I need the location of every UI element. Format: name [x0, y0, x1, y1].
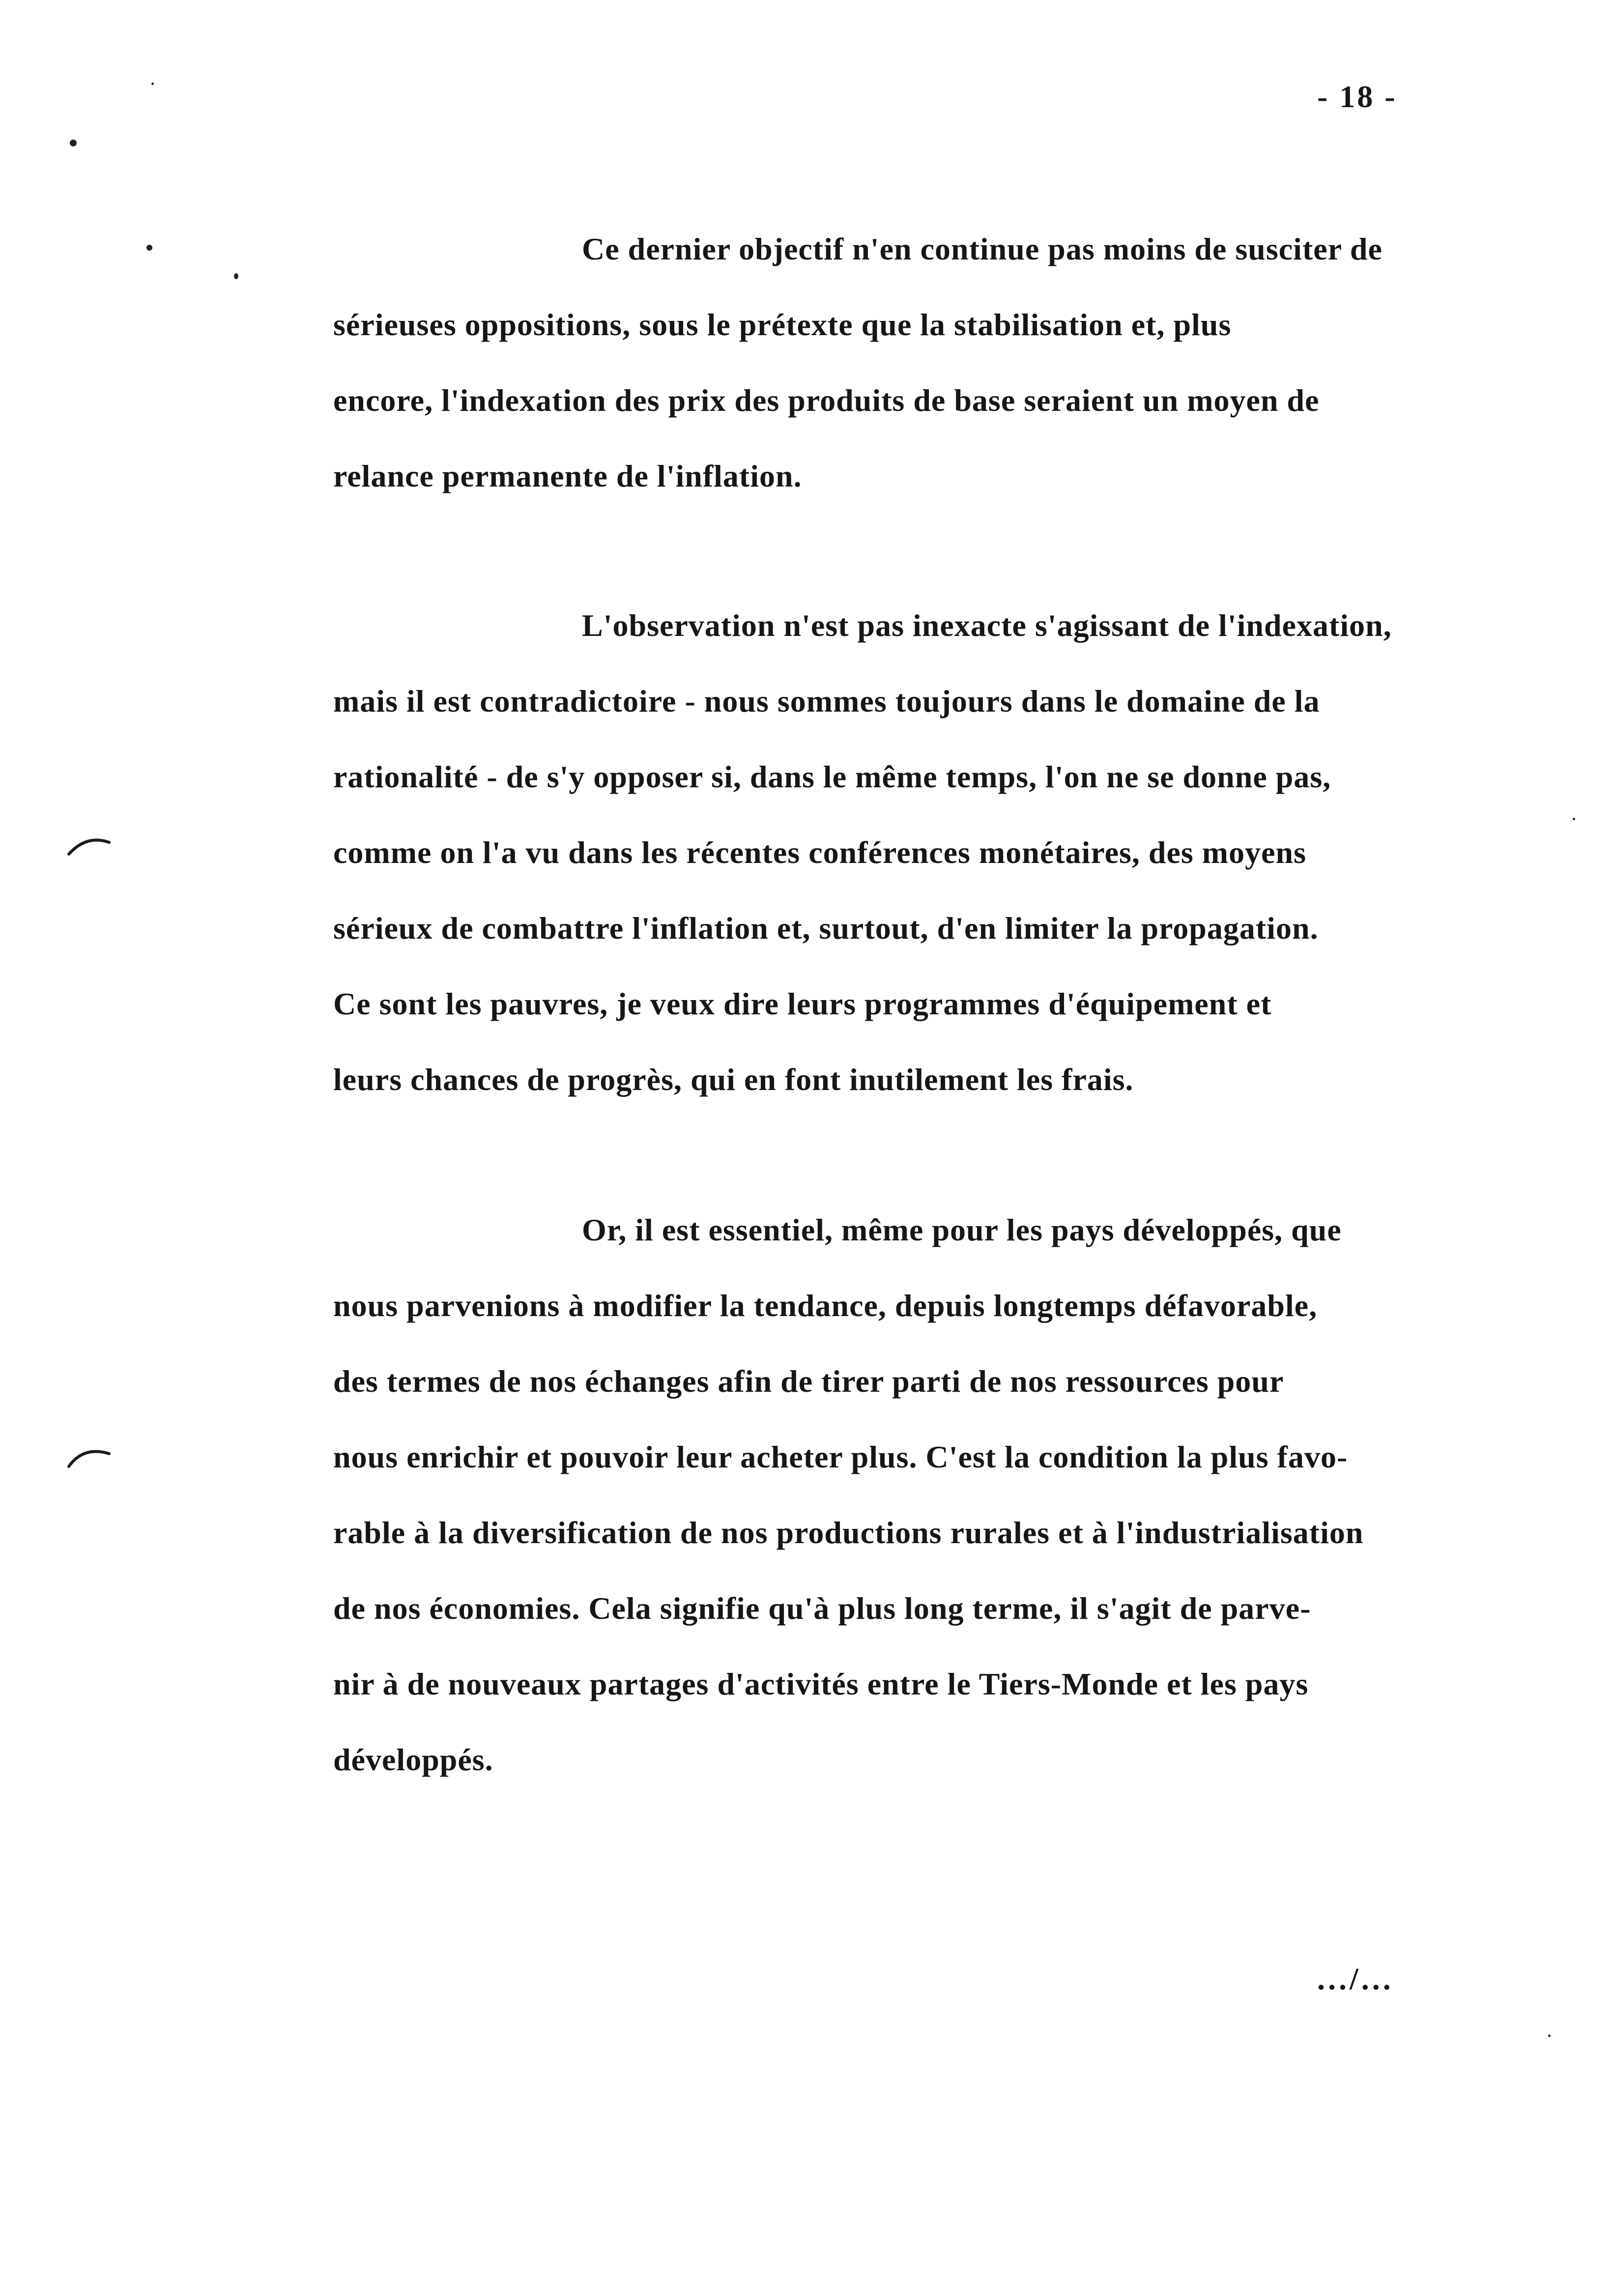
paragraph-line: mais il est contradictoire - nous sommes toujours dans le domaine de la [333, 684, 1320, 718]
paragraph-line: leurs chances de progrès, qui en font inutilement les frais. [333, 1062, 1134, 1097]
paragraph-line: comme on l'a vu dans les récentes conférences monétaires, des moyens [333, 835, 1306, 870]
paragraph-line: Ce dernier objectif n'en continue pas moins de susciter de [582, 231, 1382, 266]
paragraph-line: développés. [333, 1742, 493, 1777]
binder-hole-mark [67, 830, 111, 859]
page-number: - 18 - [1317, 79, 1397, 114]
paragraph-line: sérieux de combattre l'inflation et, surtout, d'en limiter la propagation. [333, 911, 1319, 946]
scan-speck [234, 273, 238, 279]
scan-speck [1548, 2035, 1551, 2037]
paragraph-line: nous parvenions à modifier la tendance, depuis longtemps défavorable, [333, 1288, 1318, 1323]
paragraph-line: relance permanente de l'inflation. [333, 459, 802, 493]
paragraph-line: L'observation n'est pas inexacte s'agissant de l'indexation, [582, 608, 1392, 643]
paragraph-line: sérieuses oppositions, sous le prétexte que la stabilisation et, plus [333, 307, 1232, 342]
paragraph-line: Ce sont les pauvres, je veux dire leurs programmes d'équipement et [333, 986, 1272, 1021]
scan-speck [1573, 818, 1575, 820]
paragraph-line: de nos économies. Cela signifie qu'à plus long terme, il s'agit de parve- [333, 1591, 1311, 1626]
scan-speck [70, 140, 77, 146]
paragraph-line: rationalité - de s'y opposer si, dans le même temps, l'on ne se donne pas, [333, 759, 1331, 794]
paragraph-line: encore, l'indexation des prix des produits de base seraient un moyen de [333, 383, 1320, 418]
scan-speck [146, 245, 152, 251]
scan-speck [151, 83, 154, 85]
binder-hole-mark [67, 1440, 111, 1469]
paragraph-line: nir à de nouveaux partages d'activités entre le Tiers-Monde et les pays [333, 1666, 1309, 1701]
paragraph-line: rable à la diversification de nos productions rurales et à l'industrialisation [333, 1515, 1364, 1550]
paragraph-line: Or, il est essentiel, même pour les pays développés, que [582, 1212, 1342, 1247]
continuation-mark: .../... [1317, 1961, 1394, 1996]
paragraph-line: nous enrichir et pouvoir leur acheter plus. C'est la condition la plus favo- [333, 1439, 1348, 1474]
paragraph-line: des termes de nos échanges afin de tirer parti de nos ressources pour [333, 1364, 1284, 1399]
